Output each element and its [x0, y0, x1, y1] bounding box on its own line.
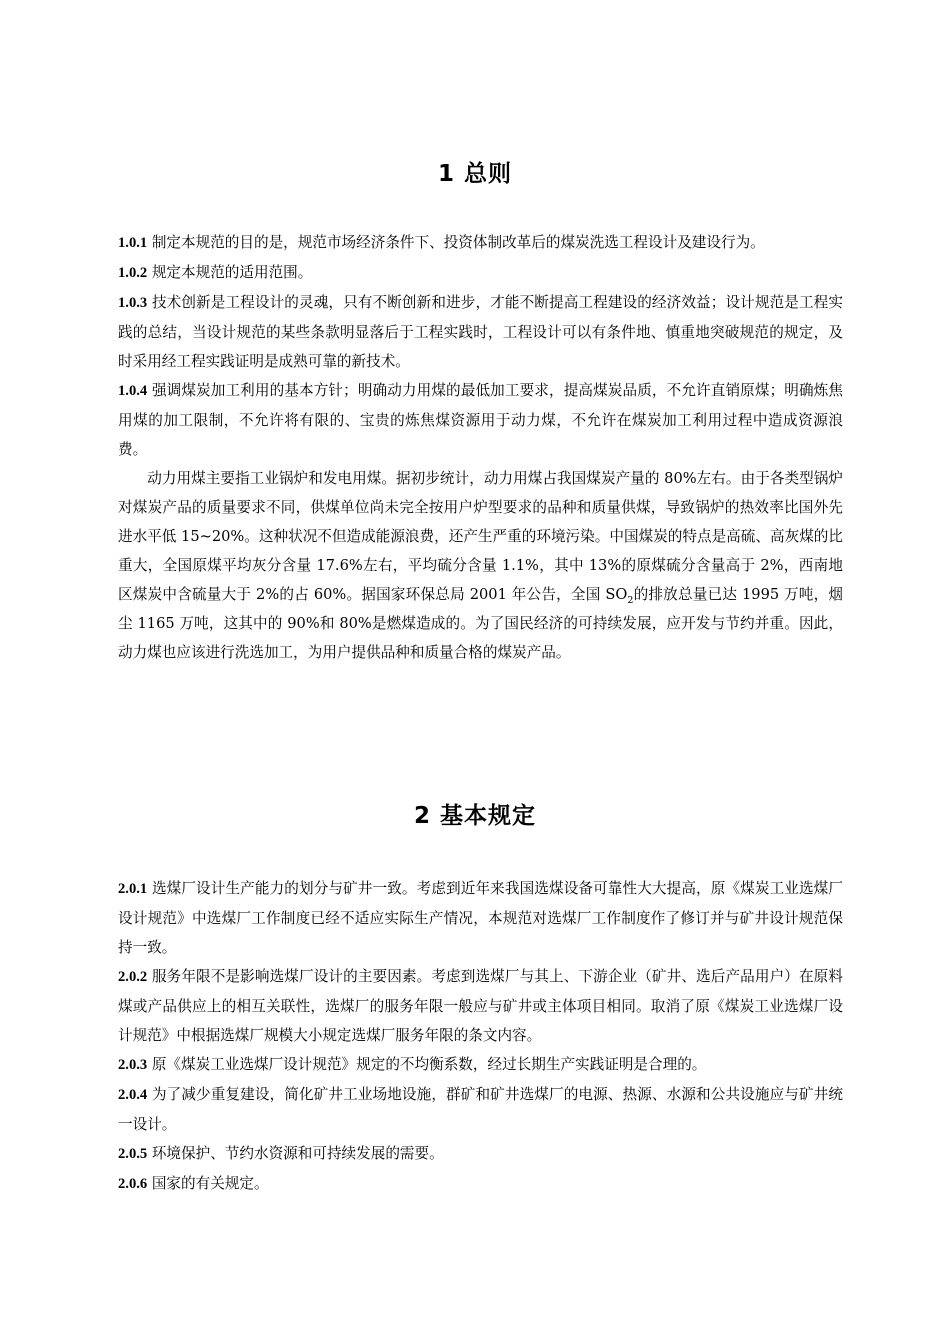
- clause-2-0-5: [118, 1139, 843, 1169]
- clause-text: 技术创新是工程设计的灵魂，只有不断创新和进步，才能不断提高工程建设的经济效益；设计规范是工程实践的总结，当设计规范的某些条款明显落后于工程实践时，工程设计可以有条件地、慎重地突破规范的规定，及时采用经工程实践证明是成熟可靠的新技术。: [118, 294, 843, 370]
- clause-2-0-2: [118, 962, 843, 1050]
- clause-2-0-6: [118, 1169, 843, 1199]
- clause-number: 2.0.5: [118, 1146, 148, 1162]
- clause-2-0-3: [118, 1050, 843, 1080]
- clause-number: 2.0.4: [118, 1087, 148, 1103]
- clause-number: 1.0.3: [118, 295, 148, 311]
- clause-number: 2.0.3: [118, 1057, 148, 1073]
- clause-1-0-2: [118, 258, 843, 288]
- clause-number: 2.0.1: [118, 881, 148, 897]
- clause-text: 规定本规范的适用范围。: [147, 264, 313, 281]
- chapter-2-body: [118, 874, 843, 1199]
- clause-text: 制定本规范的目的是，规范市场经济条件下、投资体制改革后的煤炭洗选工程设计及建设行为。: [147, 234, 765, 251]
- clause-2-0-1: [118, 874, 843, 962]
- clause-text: 国家的有关规定。: [147, 1175, 269, 1192]
- subscript-2: 2: [627, 594, 634, 606]
- chapter-1-title: 1 总则: [437, 161, 512, 187]
- clause-number: 1.0.1: [118, 235, 148, 251]
- explanation-paragraph: [118, 464, 843, 667]
- clause-1-0-1: [118, 228, 843, 258]
- clause-number: 1.0.4: [118, 383, 148, 399]
- clause-number: 2.0.6: [118, 1176, 148, 1192]
- clause-1-0-3: [118, 288, 843, 376]
- clause-text: 强调煤炭加工利用的基本方针；明确动力用煤的最低加工要求，提高煤炭品质，不允许直销原煤；明确炼焦用煤的加工限制，不允许将有限的、宝贵的炼焦煤资源用于动力煤，不允许在煤炭加工利用过程中造成资源浪费。: [118, 382, 843, 458]
- clause-text: 服务年限不是影响选煤厂设计的主要因素。考虑到选煤厂与其上、下游企业（矿井、选后产品用户）在原料煤或产品供应上的相互关联性，选煤厂的服务年限一般应与矿井或主体项目相同。取消了原《煤炭工业选煤厂设计规范》中根据选煤厂规模大小规定选煤厂服务年限的条文内容。: [118, 968, 843, 1044]
- clause-text: 原《煤炭工业选煤厂设计规范》规定的不均衡系数，经过长期生产实践证明是合理的。: [147, 1056, 707, 1073]
- chapter-2-title: 2 基本规定: [413, 803, 536, 829]
- clause-1-0-4: [118, 376, 843, 464]
- clause-2-0-4: [118, 1080, 843, 1139]
- paragraph-text-part1: 动力用煤主要指工业锅炉和发电用煤。据初步统计，动力用煤占我国煤炭产量的 80%左右。由于各类型锅炉对煤炭产品的质量要求不同，供煤单位尚未完全按用户炉型要求的品种和质量供煤，导致锅炉的热效率比国外先进水平低 15~20%。这种状况不但造成能源浪费，还产生严重的环境污染。中国煤炭的特点是高硫、高灰煤的比重大，全国原煤平均灰分含量 17.6%左右，平均硫分含量 1.1%，其中 13%的原煤硫分含量高于 2%，西南地区煤炭中含硫量大于 2%的占 60%。据国家环保总局 2001 年公告，全国 SO: [118, 470, 843, 603]
- clause-text: 环境保护、节约水资源和可持续发展的需要。: [147, 1145, 444, 1162]
- chapter-1-body: [118, 228, 843, 667]
- clause-text: 选煤厂设计生产能力的划分与矿井一致。考虑到近年来我国选煤设备可靠性大大提高，原《煤炭工业选煤厂设计规范》中选煤厂工作制度已经不适应实际生产情况，本规范对选煤厂工作制度作了修订并与矿井设计规范保持一致。: [118, 880, 843, 956]
- paragraph-text-part2: 的排放总量已达 1995 万吨，烟尘 1165 万吨，这其中的 90%和 80%是燃煤造成的。为了国民经济的可持续发展，应开发与节约并重。因此，动力煤也应该进行洗选加工，为用户提供品种和质量合格的煤炭产品。: [118, 586, 844, 661]
- clause-number: 2.0.2: [118, 969, 148, 985]
- clause-number: 1.0.2: [118, 265, 148, 281]
- clause-text: 为了减少重复建设，简化矿井工业场地设施，群矿和矿井选煤厂的电源、热源、水源和公共设施应与矿井统一设计。: [118, 1086, 843, 1133]
